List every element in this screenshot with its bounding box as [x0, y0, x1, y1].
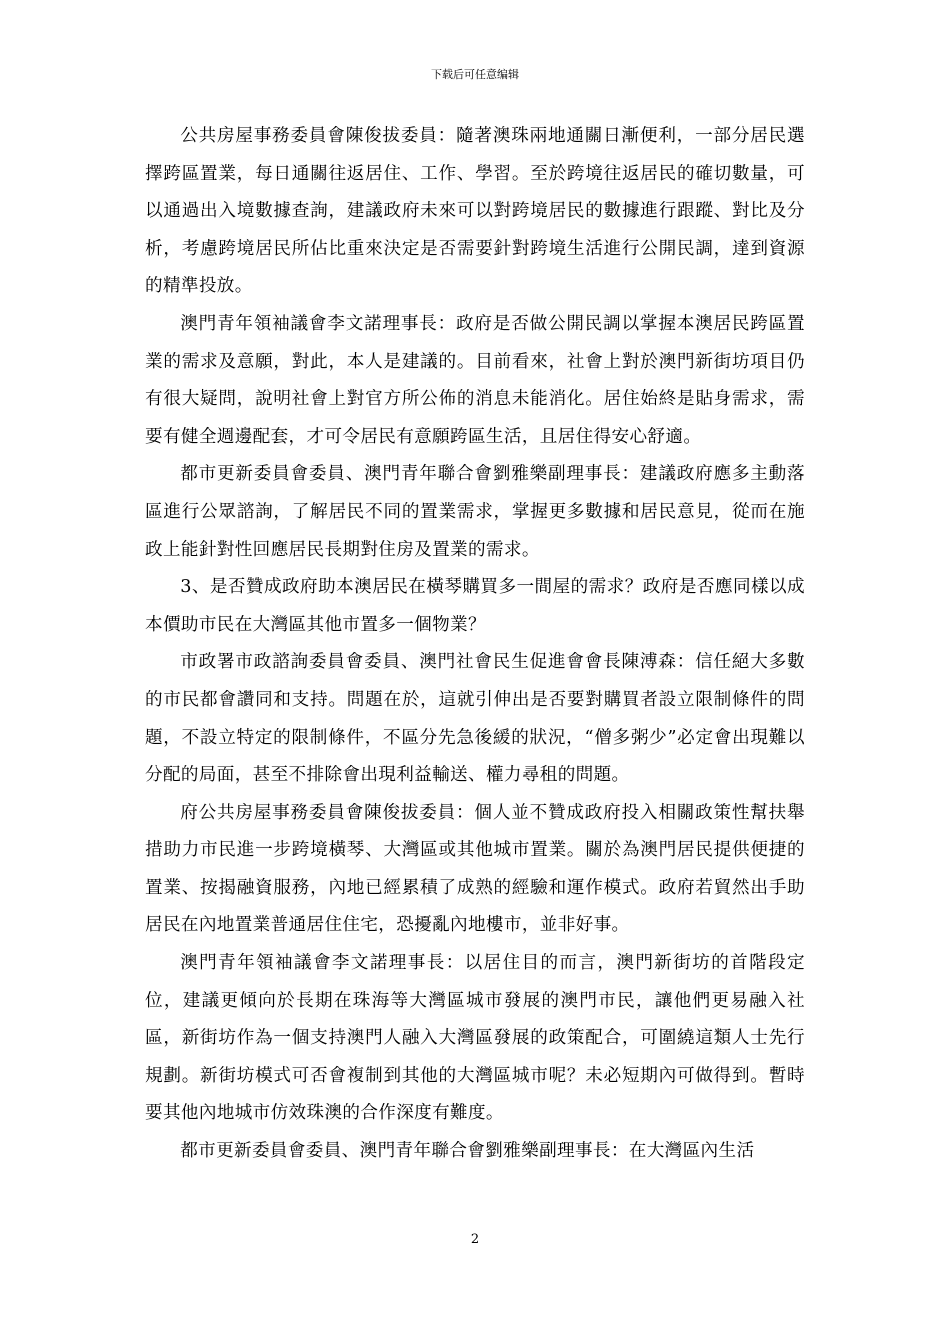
paragraph-li-wennuo-survey: 澳門青年領袖議會李文諾理事長：政府是否做公開民調以掌握本澳居民跨區置業的需求及意願，對此，本人是建議的。目前看來，社會上對於澳門新街坊項目仍有很大疑問，說明社會上對官方所公佈的消息未能消化。居住始終是貼身需求，需要有健全週邊配套，才可令居民有意願跨區生活，且居住得安心舒適。 [145, 313, 805, 447]
paragraph-chen-junba-cross-border: 公共房屋事務委員會陳俊拔委員：隨著澳珠兩地通關日漸便利，一部分居民選擇跨區置業，每日通關往返居住、工作、學習。至於跨境往返居民的確切數量，可以通過出入境數據查詢，建議政府未來可以對跨境居民的數據進行跟蹤、對比及分析，考慮跨境居民所佔比重來決定是否需要針對跨境生活進行公開民調，達到資源的精準投放。 [145, 126, 805, 297]
question-3: 3、是否贊成政府助本澳居民在橫琴購買多一間屋的需求？政府是否應同樣以成本價助市民在大灣區其他市置多一個物業？ [145, 577, 805, 635]
paragraph-liu-yale-greater-bay: 都市更新委員會委員、澳門青年聯合會劉雅樂副理事長：在大灣區內生活 [180, 1141, 755, 1162]
paragraph-chen-pusen-support: 市政署市政諮詢委員會委員、澳門社會民生促進會會長陳溥森：信任絕大多數的市民都會讚同和支持。問題在於，這就引伸出是否要對購買者設立限制條件的問題，不設立特定的限制條件，不區分先急後緩的狀況，“僧多粥少”必定會出現難以分配的局面，甚至不排除會出現利益輸送、權力尋租的問題。 [145, 652, 805, 786]
page-number: 2 [470, 1232, 480, 1247]
paragraph-liu-yale-consultation: 都市更新委員會委員、澳門青年聯合會劉雅樂副理事長：建議政府應多主動落區進行公眾諮詢，了解居民不同的置業需求，掌握更多數據和居民意見，從而在施政上能針對性回應居民長期對住房及置業的需求。 [145, 464, 805, 560]
paragraph-li-wennuo-new-neighbourhood: 澳門青年領袖議會李文諾理事長：以居住目的而言，澳門新街坊的首階段定位，建議更傾向於長期在珠海等大灣區城市發展的澳門市民，讓他們更易融入社區，新街坊作為一個支持澳門人融入大灣區發展的政策配合，可圍繞這類人士先行規劃。新街坊模式可否會複制到其他的大灣區城市呢？未必短期內可做得到。暫時要其他內地城市仿效珠澳的合作深度有難度。 [145, 953, 805, 1124]
document-body [145, 118, 805, 1171]
paragraph-chen-junba-oppose: 府公共房屋事務委員會陳俊拔委員：個人並不贊成政府投入相關政策性幫扶舉措助力市民進一步跨境橫琴、大灣區或其他城市置業。關於為澳門居民提供便捷的置業、按揭融資服務，內地已經累積了成熟的經驗和運作模式。政府若貿然出手助居民在內地置業普通居住住宅，恐擾亂內地樓市，並非好事。 [145, 802, 805, 936]
page-header: 下载后可任意编辑 [431, 68, 519, 81]
